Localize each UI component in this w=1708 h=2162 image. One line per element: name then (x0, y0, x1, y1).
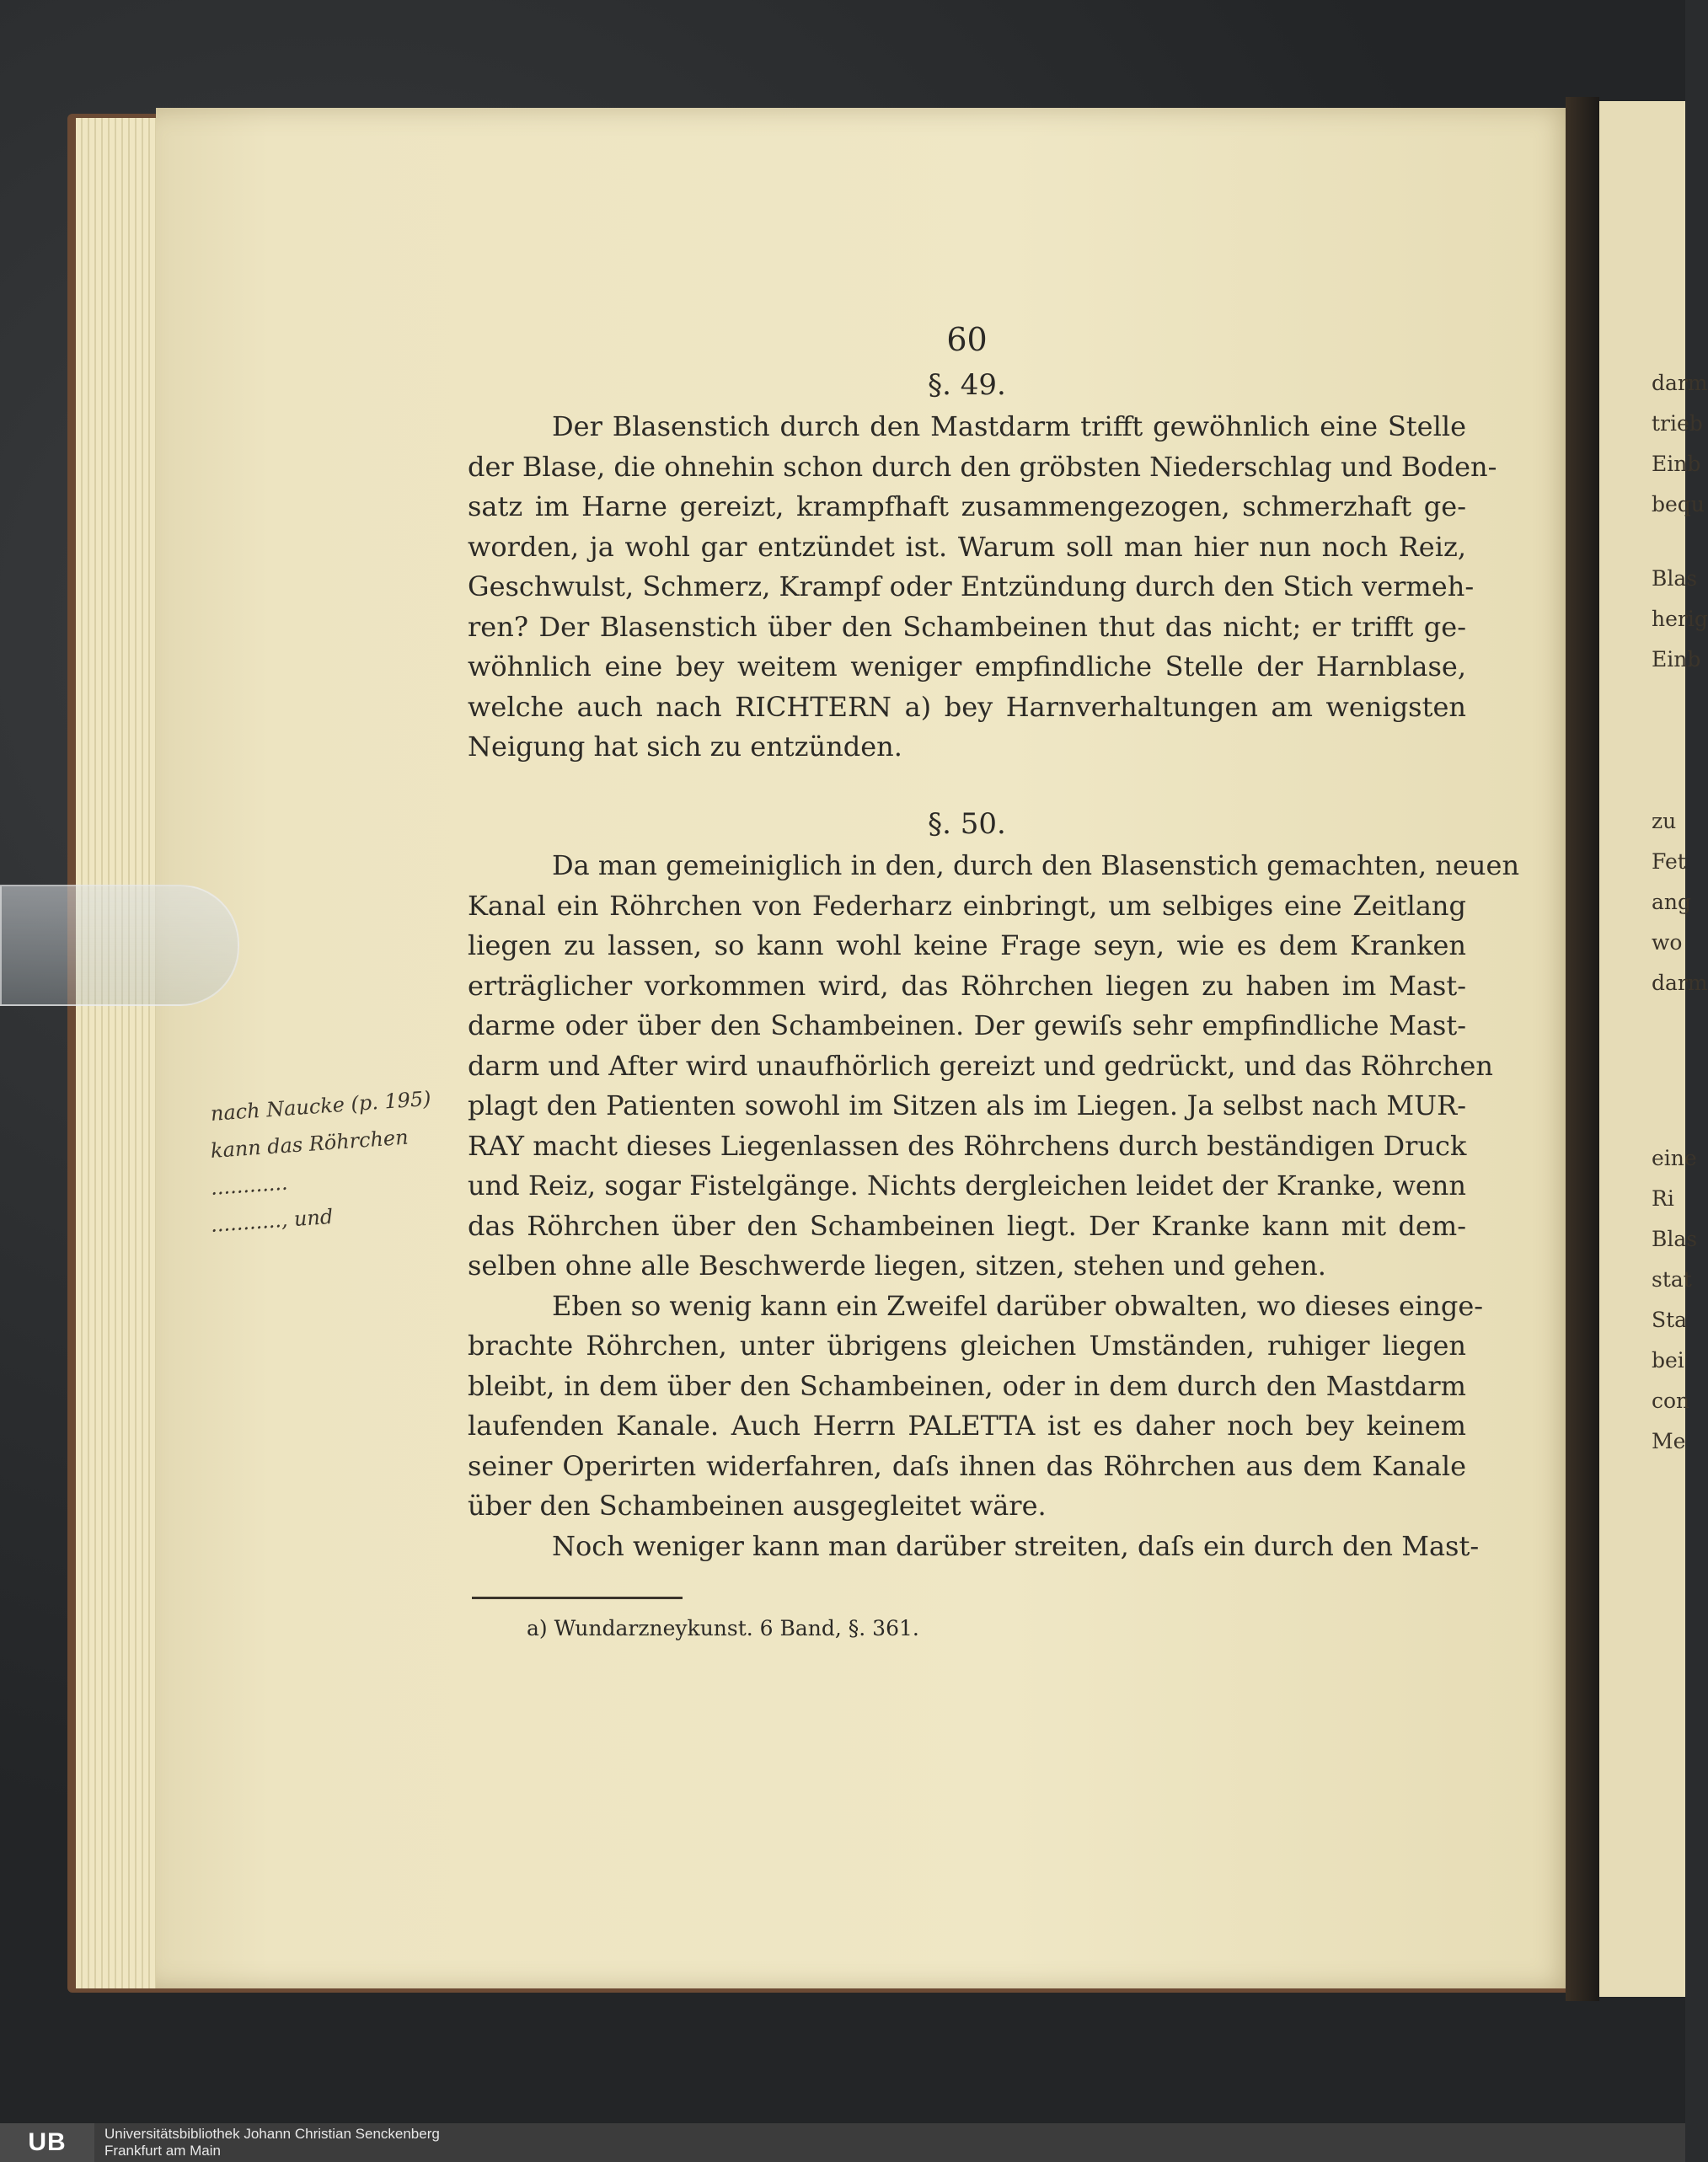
text-line: darm und After wird unaufhörlich gereizt und gedrückt, und das Röhrchen (468, 1049, 1493, 1082)
library-logo: UB (0, 2123, 94, 2162)
banner-line-1: Universitätsbibliothek Johann Christian Senckenberg (104, 2126, 440, 2142)
margin-annotation (210, 1086, 455, 1244)
adjacent-page-fragment: bequ (1652, 492, 1705, 516)
text-line: plagt den Patienten sowohl im Sitzen als im Liegen. Ja selbst nach MUR- (468, 1089, 1466, 1121)
footnote-rule (472, 1597, 683, 1599)
text-line: wöhnlich eine bey weitem weniger empfindliche Stelle der Harnblase, (468, 650, 1466, 682)
text-line: brachte Röhrchen, unter übrigens gleichen Umständen, ruhiger liegen (468, 1330, 1466, 1362)
adjacent-page-fragment: Ri (1652, 1186, 1674, 1211)
text-line: Noch weniger kann man darüber streiten, daſs ein durch den Mast- (552, 1529, 1480, 1562)
page-clip (0, 885, 239, 1006)
text-line: selben ohne alle Beschwerde liegen, sitzen, stehen und gehen. (468, 1250, 1326, 1282)
text-line: satz im Harne gereizt, krampfhaft zusammengezogen, schmerzhaft ge- (468, 490, 1466, 522)
adjacent-page-fragment: Blas (1652, 1227, 1698, 1251)
adjacent-page-fragment: trieb (1652, 411, 1703, 436)
text-line: worden, ja wohl gar entzündet ist. Warum soll man hier nun noch Reiz, (468, 530, 1466, 563)
adjacent-page-fragment: darm (1652, 371, 1708, 395)
banner-line-2: Frankfurt am Main (104, 2143, 221, 2159)
text-line: der Blase, die ohnehin schon durch den gröbsten Niederschlag und Boden- (468, 450, 1497, 483)
section-heading: §. 49. (928, 367, 1006, 402)
annotation-line: kann das Röhrchen (210, 1125, 410, 1163)
text-line: welche auch nach RICHTERN a) bey Harnverhaltungen am wenigsten (468, 690, 1466, 723)
paragraph (468, 1287, 1484, 1527)
adjacent-page-fragment: Fet (1652, 849, 1686, 874)
text-line: und Reiz, sogar Fistelgänge. Nichts dergleichen leidet der Kranke, wenn (468, 1169, 1466, 1201)
paragraph (468, 846, 1520, 1287)
text-line: Geschwulst, Schmerz, Krampf oder Entzündung durch den Stich vermeh- (468, 570, 1475, 602)
text-line: laufenden Kanale. Auch Herrn PALETTA ist es daher noch bey keinem (468, 1410, 1466, 1442)
text-line: Da man gemeiniglich in den, durch den Blasenstich gemachten, neuen (552, 849, 1520, 881)
banner-text (104, 2126, 440, 2159)
adjacent-page-fragment: zu (1652, 809, 1677, 833)
text-line: Der Blasenstich durch den Mastdarm trifft gewöhnlich eine Stelle (552, 410, 1466, 442)
footnote: a) Wundarzneykunst. 6 Band, §. 361. (527, 1616, 919, 1640)
library-banner (0, 2123, 1685, 2162)
text-line: Neigung hat sich zu entzünden. (468, 730, 902, 763)
adjacent-page-fragment: Me (1652, 1429, 1686, 1453)
adjacent-page-fragment: Einb (1652, 647, 1701, 672)
body-content (468, 366, 1520, 1567)
annotation-line: ..........., und (210, 1204, 335, 1237)
annotation-line: ............ (210, 1170, 289, 1200)
text-line: das Röhrchen über den Schambeinen liegt. Der Kranke kann mit dem- (468, 1209, 1466, 1242)
adjacent-page-fragment: eine (1652, 1146, 1697, 1170)
text-line: über den Schambeinen ausgegleitet wäre. (468, 1490, 1047, 1522)
adjacent-page-fragment: Einb (1652, 452, 1701, 476)
book-gutter (1566, 97, 1599, 2001)
text-line: bleibt, in dem über den Schambeinen, oder in dem durch den Mastdarm (468, 1369, 1466, 1402)
text-line: seiner Operirten widerfahren, daſs ihnen das Röhrchen aus dem Kanale (468, 1449, 1466, 1482)
adjacent-page-fragment: herig (1652, 607, 1708, 631)
adjacent-page-fragment: con (1652, 1389, 1690, 1413)
text-line: erträglicher vorkommen wird, das Röhrchen liegen zu haben im Mast- (468, 969, 1466, 1002)
adjacent-page-fragment: bei (1652, 1348, 1684, 1373)
adjacent-page-fragment: Sta (1652, 1308, 1688, 1332)
adjacent-page-fragment: stat (1652, 1267, 1692, 1292)
section-heading: §. 50. (928, 806, 1006, 841)
annotation-line: nach Naucke (p. 195) (210, 1086, 432, 1126)
adjacent-page-fragment: darm (1652, 971, 1708, 995)
section-gap (468, 768, 1466, 801)
text-line: Kanal ein Röhrchen von Federharz einbringt, um selbiges eine Zeitlang (468, 889, 1466, 922)
paragraph (468, 407, 1497, 768)
adjacent-page-fragment: Blas (1652, 566, 1698, 591)
page-number: 60 (946, 321, 988, 358)
page-text (468, 320, 1520, 1566)
text-line: liegen zu lassen, so kann wohl keine Frage seyn, wie es dem Kranken (468, 929, 1466, 961)
adjacent-page-fragment: ang (1652, 890, 1692, 914)
text-line: RAY macht dieses Liegenlassen des Röhrchens durch beständigen Druck (468, 1129, 1467, 1162)
text-line: ren? Der Blasenstich über den Schambeinen thut das nicht; er trifft ge- (468, 610, 1466, 643)
text-line: darme oder über den Schambeinen. Der gewiſs sehr empfindliche Mast- (468, 1009, 1466, 1041)
text-line: Eben so wenig kann ein Zweifel darüber obwalten, wo dieses einge- (552, 1289, 1484, 1322)
paragraph (468, 1527, 1480, 1567)
adjacent-page-fragment: wo (1652, 930, 1683, 955)
